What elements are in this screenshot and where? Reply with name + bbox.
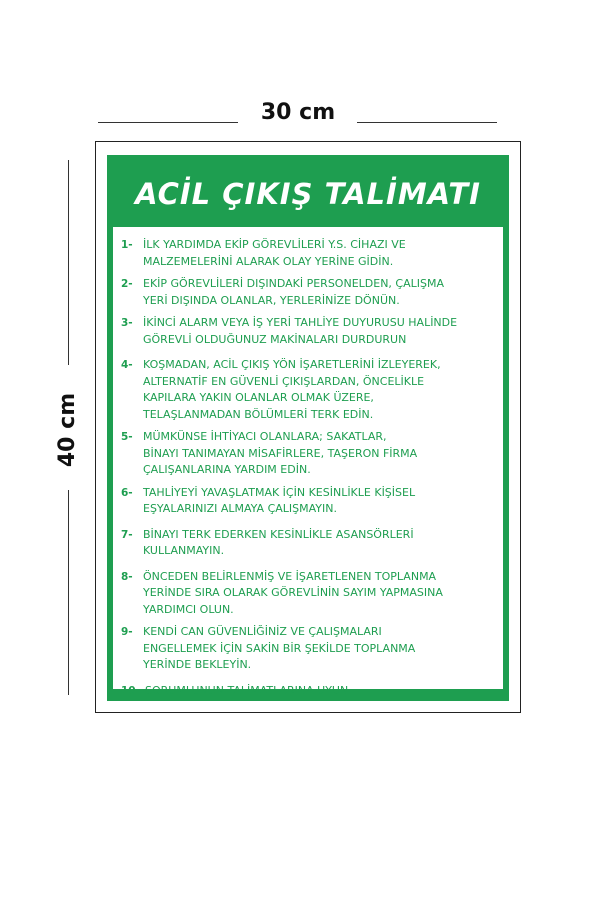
item-number: 6- [121,486,133,499]
list-item [121,485,497,518]
item-text: EKİP GÖREVLİLERİ DIŞINDAKİ PERSONELDEN, ÇALIŞMA YERİ DIŞINDA OLANLAR, YERLERİNİZE DÖNÜN. [143,277,444,307]
width-dimension [98,100,498,130]
item-text: ÖNCEDEN BELİRLENMİŞ VE İŞARETLENEN TOPLANMA YERİNDE SIRA OLARAK GÖREVLİNİN SAYIM YAPMASINA YARDIMCI OLUN. [143,569,443,616]
item-number: 4- [121,359,133,371]
item-number: 1- [121,239,133,251]
item-text: BİNAYI TERK EDERKEN KESİNLİKLE ASANSÖRLERİ KULLANMAYIN. [143,527,414,557]
instruction-list [113,227,503,697]
item-text: TAHLİYEYİ YAVAŞLATMAK İÇİN KESİNLİKLE KİŞİSEL EŞYALARINIZI ALMAYA ÇALIŞMAYIN. [143,485,416,515]
list-item [121,276,497,309]
item-number: 10- [121,684,140,697]
width-label: 30 cm [260,100,336,125]
height-dimension [48,160,88,695]
height-dimension-line-top [68,160,69,365]
item-number: 9- [121,626,133,638]
item-number: 3- [121,317,133,329]
list-item [121,429,497,479]
sign-border [95,141,521,713]
item-number: 8- [121,570,133,583]
list-item [121,624,497,674]
list-item [121,569,497,619]
item-number: 7- [121,528,133,541]
height-label: 40 cm [55,392,80,468]
item-text: SORUMLUNUN TALİMATLARINA UYUN. [145,683,352,697]
item-number: 5- [121,431,133,443]
item-text: İLK YARDIMDA EKİP GÖREVLİLERİ Y.S. CİHAZI VE MALZEMELERİNİ ALARAK OLAY YERİNE GİDİN. [143,238,406,268]
width-dimension-line-left [98,122,238,123]
item-text: KOŞMADAN, ACİL ÇIKIŞ YÖN İŞARETLERİNİ İZLEYEREK, ALTERNATİF EN GÜVENLİ ÇIKIŞLARDAN, ÖNCELİKLE KAPILARA YAKIN OLANLAR OLMAK ÜZERE, TELAŞLANMADAN BÖLÜMLERİ TERK EDİN. [143,358,441,421]
width-dimension-line-right [357,122,497,123]
list-item [121,237,497,270]
list-item [121,315,497,348]
item-text: KENDİ CAN GÜVENLİĞİNİZ VE ÇALIŞMALARI ENGELLEMEK İÇİN SAKİN BİR ŞEKİLDE TOPLANMA YERİNDE BEKLEYİN. [143,625,416,671]
sign-title: ACİL ÇIKIŞ TALİMATI [135,177,481,211]
item-number: 2- [121,278,133,290]
height-dimension-line-bottom [68,490,69,695]
emergency-exit-sign [107,155,509,701]
list-item [121,357,497,423]
item-text: İKİNCİ ALARM VEYA İŞ YERİ TAHLİYE DUYURUSU HALİNDE GÖREVLİ OLDUĞUNUZ MAKİNALARI DURDURUN [143,316,458,346]
list-item [121,527,497,560]
list-item [121,683,497,700]
item-text: MÜMKÜNSE İHTİYACI OLANLARA; SAKATLAR, BİNAYI TANIMAYAN MİSAFİRLERE, TAŞERON FİRMA ÇALIŞANLARINA YARDIM EDİN. [143,430,418,476]
